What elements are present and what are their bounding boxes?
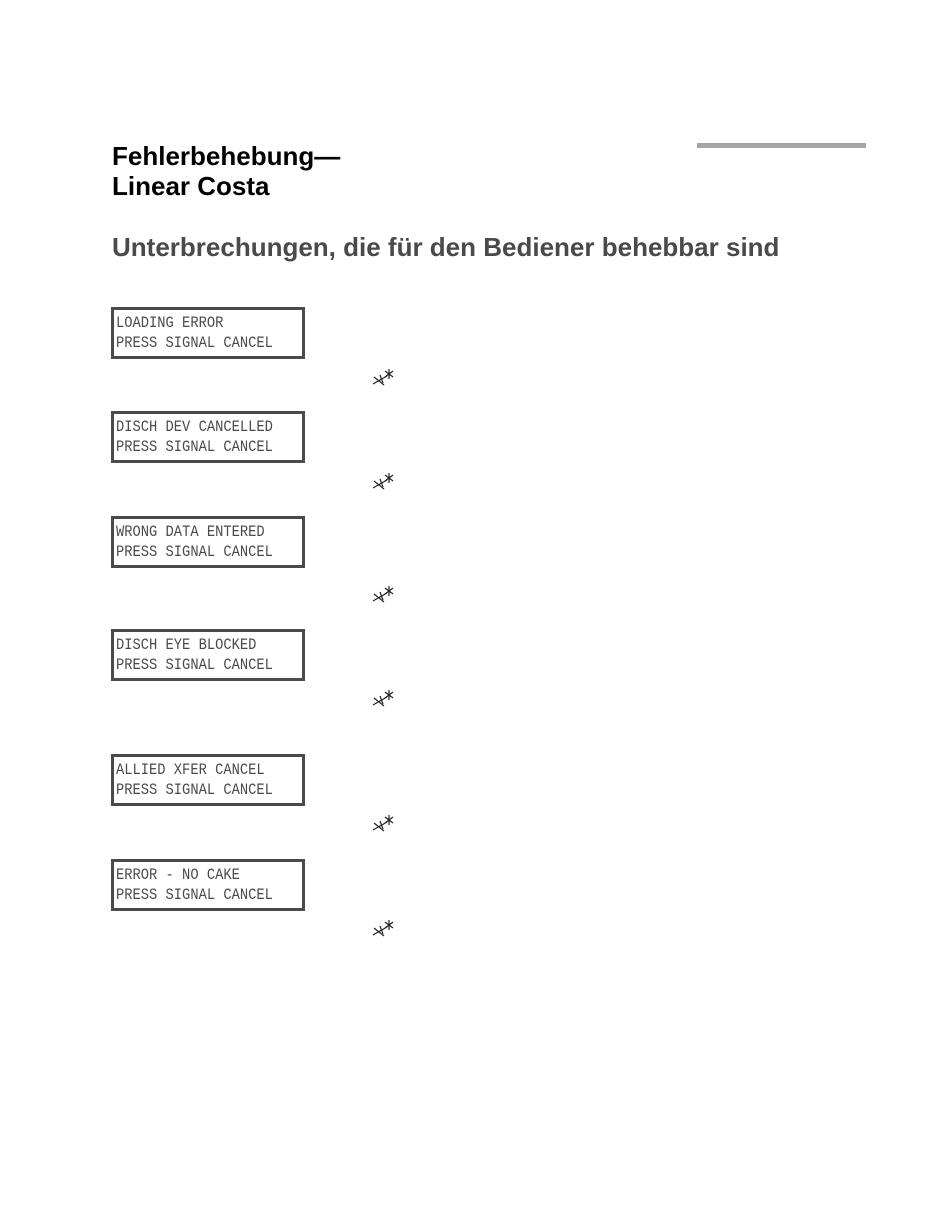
lcd-display-error-no-cake xyxy=(111,859,305,911)
signal-cancel-key-icon xyxy=(371,688,395,708)
lcd-display-loading-error xyxy=(111,307,305,359)
lcd-display-disch-dev-cancelled xyxy=(111,411,305,463)
lcd-line-2: PRESS SIGNAL CANCEL xyxy=(116,543,273,561)
lcd-line-2: PRESS SIGNAL CANCEL xyxy=(116,656,273,674)
lcd-line-1: DISCH EYE BLOCKED xyxy=(116,636,257,654)
lcd-line-1: DISCH DEV CANCELLED xyxy=(116,418,273,436)
lcd-line-2: PRESS SIGNAL CANCEL xyxy=(116,438,273,456)
lcd-line-2: PRESS SIGNAL CANCEL xyxy=(116,334,273,352)
signal-cancel-key-icon xyxy=(371,813,395,833)
lcd-line-2: PRESS SIGNAL CANCEL xyxy=(116,886,273,904)
section-title: Unterbrechungen, die für den Bediener behebbar sind xyxy=(112,232,780,262)
signal-cancel-key-icon xyxy=(371,584,395,604)
signal-cancel-key-icon xyxy=(371,367,395,387)
page-title xyxy=(112,141,340,201)
lcd-line-1: ALLIED XFER CANCEL xyxy=(116,761,265,779)
page-title-line-1: Fehlerbehebung— xyxy=(112,141,341,171)
signal-cancel-key-icon xyxy=(371,471,395,491)
lcd-line-1: ERROR - NO CAKE xyxy=(116,866,240,884)
lcd-line-2: PRESS SIGNAL CANCEL xyxy=(116,781,273,799)
signal-cancel-key-icon xyxy=(371,918,395,938)
lcd-display-wrong-data-entered xyxy=(111,516,305,568)
lcd-display-allied-xfer-cancel xyxy=(111,754,305,806)
lcd-line-1: WRONG DATA ENTERED xyxy=(116,523,265,541)
lcd-line-1: LOADING ERROR xyxy=(116,314,224,332)
page-title-line-2: Linear Costa xyxy=(112,171,270,201)
lcd-display-disch-eye-blocked xyxy=(111,629,305,681)
header-rule xyxy=(697,143,866,148)
